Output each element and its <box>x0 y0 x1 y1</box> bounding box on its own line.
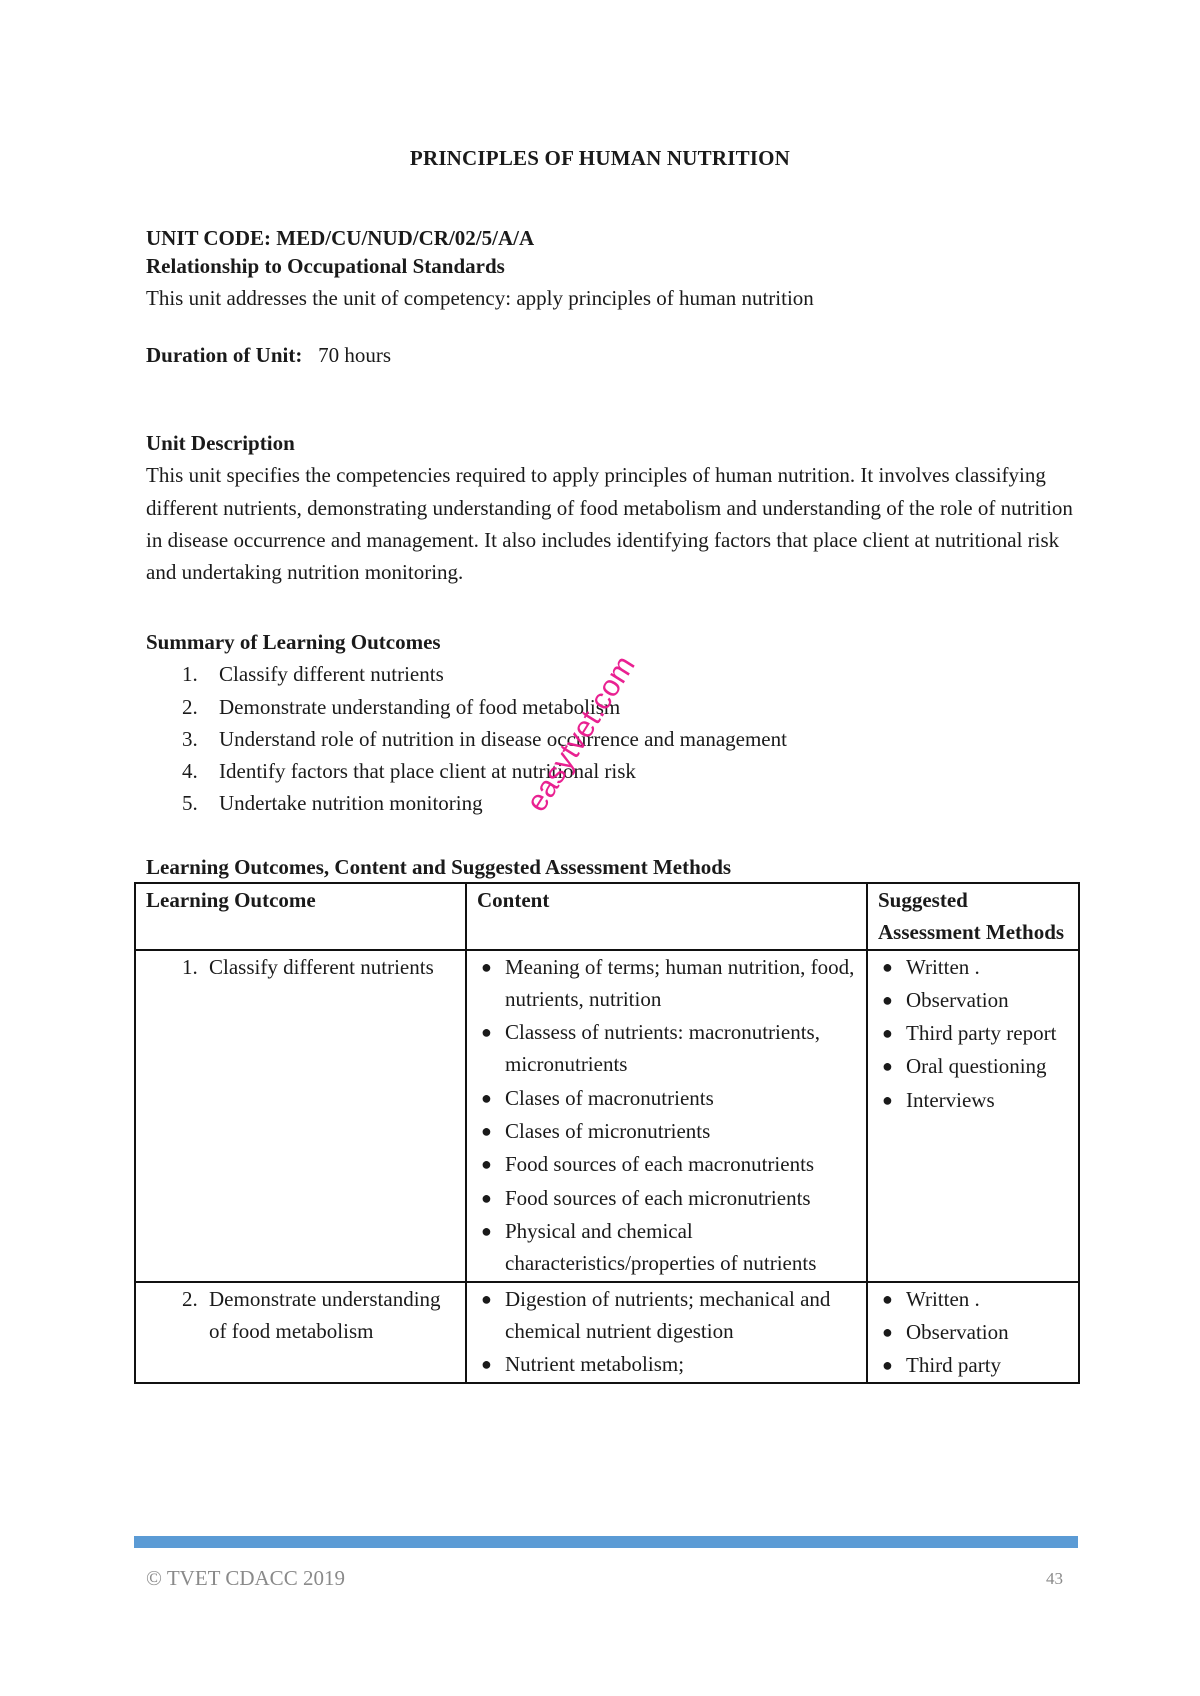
duration-value: 70 hours <box>318 343 392 367</box>
bullet-icon: ● <box>481 1121 492 1142</box>
summary-item: 5. Undertake nutrition monitoring <box>182 791 483 816</box>
outcome-cell: 2. Demonstrate understanding of food metabolism <box>135 1282 466 1384</box>
list-item: ● Observation <box>878 984 1072 1016</box>
footer-copyright: © TVET CDACC 2019 <box>146 1566 345 1590</box>
bullet-icon: ● <box>481 1022 492 1043</box>
relationship-section <box>146 250 1076 315</box>
relationship-heading: Relationship to Occupational Standards <box>146 254 505 278</box>
list-item: ● Third party <box>878 1349 1072 1381</box>
page-title: PRINCIPLES OF HUMAN NUTRITION <box>409 146 791 170</box>
list-item: ● Clases of micronutrients <box>477 1115 860 1147</box>
summary-item: 1. Classify different nutrients <box>182 662 444 687</box>
table-row <box>135 1282 1079 1384</box>
bullet-icon: ● <box>882 956 893 977</box>
list-item: ● Written . <box>878 951 1072 983</box>
list-item: ● Classess of nutrients: macronutrients, micronutrients <box>477 1016 860 1081</box>
list-item: ● Food sources of each macronutrients <box>477 1148 860 1180</box>
bullet-icon: ● <box>481 1288 492 1309</box>
header-learning-outcome: Learning Outcome <box>135 883 466 950</box>
duration-label: Duration of Unit: <box>146 343 303 367</box>
content-cell <box>466 1282 867 1384</box>
bullet-icon: ● <box>481 1354 492 1375</box>
bullet-icon: ● <box>481 956 492 977</box>
methods-cell <box>867 1282 1079 1384</box>
bullet-icon: ● <box>481 1220 492 1241</box>
description-text: This unit specifies the competencies required to apply principles of human nutrition. It involves classifying different nutrients, demonstrating understanding of food metabolism and understanding of the role of nutrition in disease occurrence and management. It also includes identifying factors that place client at nutritional risk and undertaking nutrition monitoring. <box>146 463 1073 585</box>
header-content: Content <box>466 883 867 950</box>
bullet-icon: ● <box>882 1089 893 1110</box>
bullet-icon: ● <box>882 1355 893 1376</box>
list-item: ● Clases of macronutrients <box>477 1082 860 1114</box>
learning-outcomes-table <box>134 882 1080 1384</box>
list-item: ● Digestion of nutrients; mechanical and chemical nutrient digestion <box>477 1283 860 1348</box>
bullet-icon: ● <box>882 1056 893 1077</box>
bullet-icon: ● <box>882 1288 893 1309</box>
bullet-icon: ● <box>882 1321 893 1342</box>
bullet-icon: ● <box>481 1187 492 1208</box>
table-caption: Learning Outcomes, Content and Suggested Assessment Methods <box>146 855 732 879</box>
summary-item: 4. Identify factors that place client at nutritional risk <box>182 759 636 784</box>
header-assessment-methods: Suggested Assessment Methods <box>867 883 1079 950</box>
list-item: ● Meaning of terms; human nutrition, food, nutrients, nutrition <box>477 951 860 1016</box>
description-section <box>146 427 1076 588</box>
list-item: ● Written . <box>878 1283 1072 1315</box>
summary-item: 3. Understand role of nutrition in disease occurrence and management <box>182 726 787 751</box>
list-item: ● Observation <box>878 1316 1072 1348</box>
methods-cell <box>867 950 1079 1282</box>
list-item: ● Physical and chemical characteristics/properties of nutrients <box>477 1215 860 1280</box>
footer-bar <box>134 1536 1078 1548</box>
outcome-cell: 1. Classify different nutrients <box>135 950 466 1282</box>
bullet-icon: ● <box>481 1154 492 1175</box>
summary-heading: Summary of Learning Outcomes <box>146 630 441 654</box>
relationship-text: This unit addresses the unit of competency: apply principles of human nutrition <box>146 286 814 311</box>
content-cell <box>466 950 867 1282</box>
bullet-icon: ● <box>481 1087 492 1108</box>
page-number: 43 <box>1046 1569 1063 1588</box>
watermark: easytvet.com <box>520 650 642 818</box>
bullet-icon: ● <box>882 989 893 1010</box>
list-item: ● Third party report <box>878 1017 1072 1049</box>
list-item: ● Food sources of each micronutrients <box>477 1182 860 1214</box>
bullet-icon: ● <box>882 1023 893 1044</box>
description-heading: Unit Description <box>146 431 295 455</box>
summary-item: 2. Demonstrate understanding of food metabolism <box>182 694 621 719</box>
list-item: ● Oral questioning <box>878 1050 1072 1082</box>
unit-code: UNIT CODE: MED/CU/NUD/CR/02/5/A/A <box>146 226 535 250</box>
table-row <box>135 950 1079 1282</box>
table-header-row <box>135 883 1079 950</box>
duration-section <box>146 339 1076 371</box>
list-item: ● Interviews <box>878 1084 1072 1116</box>
list-item: ● Nutrient metabolism; <box>477 1348 860 1380</box>
